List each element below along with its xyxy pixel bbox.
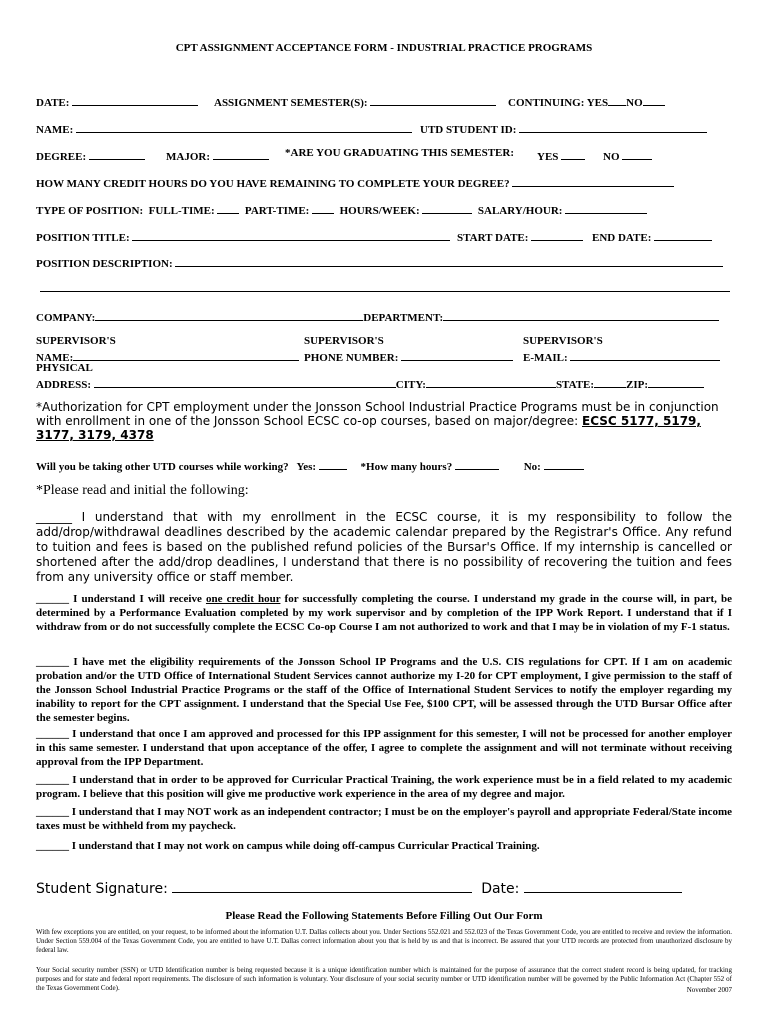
initial-blank-4[interactable]: ______	[36, 728, 69, 740]
footer-paragraph-1: With few exceptions you are entitled, on your request, to be informed about the information U.T. Dallas collects about you. Under Sections 552.021 and 552.023 of the Texas Government Code, you are entitled to receive and review the information. Under Section 559.004 of the Texas Government Code, you are entitled to have U.T. Dallas correct information about you that is held by us and that is incorrect. Be assured that your UTD records are protected from unauthorized disclosure by federal law.	[36, 928, 732, 954]
credit-hours-row	[36, 174, 674, 190]
degree-row	[36, 147, 145, 163]
assignment-semester-field[interactable]	[370, 93, 496, 106]
graduating-row	[285, 147, 514, 159]
state-label: STATE:	[555, 379, 595, 391]
part-time-label: PART-TIME:	[244, 205, 310, 217]
student-id-field[interactable]	[519, 120, 707, 133]
position-description-label: POSITION DESCRIPTION:	[36, 258, 173, 270]
degree-label: DEGREE:	[36, 151, 87, 163]
student-id-label: UTD STUDENT ID:	[420, 124, 517, 136]
graduating-no-field[interactable]	[622, 147, 652, 160]
statement-7-text: I understand that I may not work on campus while doing off-campus Curricular Practical Training.	[71, 840, 540, 852]
supervisor-label: SUPERVISOR'S	[36, 335, 116, 347]
semester-row	[214, 93, 496, 109]
other-courses-yes-label: Yes:	[296, 461, 317, 473]
how-many-hours-field[interactable]	[455, 457, 499, 470]
statement-6-text: I understand that I may NOT work as an independent contractor; I must be on the employer's payroll and appropriate Federal/State income taxes must be withheld from my paycheck.	[36, 806, 732, 832]
student-signature-field[interactable]	[172, 878, 472, 893]
supervisor-label: SUPERVISOR'S	[304, 335, 384, 347]
statement-6	[36, 805, 732, 833]
address-field[interactable]	[94, 375, 396, 388]
how-many-hours-label: *How many hours?	[360, 461, 453, 473]
graduating-no-label: NO	[603, 151, 620, 163]
part-time-field[interactable]	[312, 201, 334, 214]
zip-label: ZIP:	[626, 379, 649, 391]
position-description-field[interactable]	[175, 254, 723, 267]
company-row	[36, 308, 719, 324]
position-title-row	[36, 228, 450, 244]
start-date-row	[457, 228, 583, 244]
start-date-label: START DATE:	[457, 232, 529, 244]
end-date-label: END DATE:	[592, 232, 652, 244]
date-row	[36, 93, 198, 109]
address-label: ADDRESS:	[36, 379, 92, 391]
hours-week-field[interactable]	[422, 201, 472, 214]
supervisor-phone-field[interactable]	[401, 348, 513, 361]
graduating-yes-row	[537, 147, 585, 163]
major-row	[166, 147, 269, 163]
graduating-yes-field[interactable]	[561, 147, 585, 160]
statement-5	[36, 773, 732, 801]
degree-field[interactable]	[89, 147, 145, 160]
position-type-row	[36, 201, 647, 217]
company-field[interactable]	[95, 308, 363, 321]
department-field[interactable]	[443, 308, 719, 321]
statement-2-underlined: one credit hour	[205, 593, 281, 605]
end-date-field[interactable]	[654, 228, 712, 241]
student-id-row	[420, 120, 707, 136]
name-field[interactable]	[76, 120, 412, 133]
position-description-line-2[interactable]	[40, 291, 730, 292]
full-time-field[interactable]	[217, 201, 239, 214]
signature-date-label: Date:	[481, 881, 520, 897]
graduating-no-row	[603, 147, 652, 163]
major-label: MAJOR:	[166, 151, 210, 163]
statement-2-pre: I understand I will receive	[73, 593, 206, 605]
supervisor-name-block	[36, 335, 299, 365]
graduating-label: *ARE YOU GRADUATING THIS SEMESTER:	[285, 147, 515, 159]
name-label: NAME:	[36, 124, 74, 136]
position-title-label: POSITION TITLE:	[36, 232, 130, 244]
authorization-text: *Authorization for CPT employment under the Jonsson School Industrial Practice Programs must be in conjunction with enrollment in one of the Jonsson School ECSC co-op courses, based on major/degree:	[36, 400, 719, 428]
position-title-field[interactable]	[132, 228, 450, 241]
initial-blank-7[interactable]: ______	[36, 840, 69, 852]
statement-4	[36, 727, 732, 769]
initial-blank-1[interactable]: ______	[36, 510, 72, 524]
read-initial-heading: *Please read and initial the following:	[36, 483, 249, 498]
date-field[interactable]	[72, 93, 198, 106]
name-row	[36, 120, 412, 136]
initial-blank-5[interactable]: ______	[36, 774, 69, 786]
graduating-yes-label: YES	[537, 151, 559, 163]
date-label: DATE:	[36, 97, 70, 109]
statement-4-text: I understand that once I am approved and processed for this IPP assignment for this semester, I will not be processed for another employer in this same semester. I understand that upon acceptance of the offer, I agree to complete the assignment and will not terminate without receiving approval from the IPP Department.	[36, 728, 732, 768]
statement-3-text: I have met the eligibility requirements of the Jonsson School IP Programs and the U.S. CIS regulations for CPT. If I am on academic probation and/or the UTD Office of International Student Services cannot authorize my I-20 for CPT employment, I give permission to the staff of the Jonsson School Industrial Practice Programs or the staff of the Office of International Student Services to notify the employer regarding my inability to report for the CPT assignment. I understand that the Special Use Fee, $100 CPT, will be assessed through the UTD Bursar Office after the semester begins.	[36, 656, 733, 724]
statement-5-text: I understand that in order to be approved for Curricular Practical Training, the work experience must be in a field related to my academic program. I believe that this position will give me productive work experience in the area of my degree and major.	[36, 774, 733, 800]
statement-2	[36, 592, 732, 634]
supervisor-email-block	[523, 335, 720, 365]
start-date-field[interactable]	[531, 228, 583, 241]
supervisor-phone-label: PHONE NUMBER:	[304, 352, 399, 364]
initial-blank-2[interactable]: ______	[36, 593, 69, 605]
footer-paragraph-2: Your Social security number (SSN) or UTD Identification number is being requested because it is a unique identification number which is maintained for the purpose of assurance that the correct student record is being updated, for tracking purposes and for state and federal report requirements. The disclosure of such information is voluntary. Your disclosure of your social security number or UTD identification number will be governed by the Public Information Act (Chapter 552 of the Texas Government Code).	[36, 966, 732, 992]
continuing-no-label: NO	[626, 97, 643, 109]
city-label: CITY:	[395, 379, 426, 391]
supervisor-name-label: NAME:	[36, 352, 74, 364]
address-block	[36, 362, 704, 392]
other-courses-no-label: No:	[523, 461, 541, 473]
signature-row	[36, 878, 682, 897]
statement-1	[36, 510, 732, 585]
type-of-position-label: TYPE OF POSITION:	[36, 205, 144, 217]
statement-3	[36, 655, 732, 725]
supervisor-name-field[interactable]	[73, 348, 299, 361]
continuing-yes-label: CONTINUING: YES	[508, 97, 609, 109]
physical-label: PHYSICAL	[36, 362, 93, 374]
student-signature-label: Student Signature:	[36, 881, 168, 897]
supervisor-email-label: E-MAIL:	[523, 352, 568, 364]
statement-2-text: for successfully completing the course. I understand my grade in the course will, in part, be determined by a Performance Evaluation completed by my work supervisor and by completion of the IPP Work Report. I understand that if I withdraw from or do not successfully complete the ECSC Co-op Course I am not authorized to work and that I may be in violation of my F-1 status.	[36, 593, 733, 633]
page-title: CPT ASSIGNMENT ACCEPTANCE FORM - INDUSTRIAL PRACTICE PROGRAMS	[175, 42, 593, 54]
major-field[interactable]	[213, 147, 269, 160]
salary-hour-label: SALARY/HOUR:	[477, 205, 563, 217]
continuing-row	[508, 93, 665, 109]
salary-hour-field[interactable]	[565, 201, 647, 214]
continuing-yes-field[interactable]	[608, 93, 626, 106]
revision-date: November 2007	[686, 986, 732, 994]
supervisor-email-field[interactable]	[570, 348, 720, 361]
zip-field[interactable]	[648, 375, 704, 388]
supervisor-label: SUPERVISOR'S	[523, 335, 603, 347]
supervisor-phone-block	[304, 335, 513, 365]
other-courses-no-field[interactable]	[544, 457, 584, 470]
statement-7	[36, 839, 732, 853]
city-field[interactable]	[426, 375, 556, 388]
initial-blank-3[interactable]: ______	[36, 656, 69, 668]
continuing-no-field[interactable]	[643, 93, 665, 106]
statement-1-text: I understand that with my enrollment in the ECSC course, it is my responsibility to follow the add/drop/withdrawal deadlines described by the academic calendar prepared by the Registrar's Office. Any refund to tuition and fees is based on the published refund policies of the Bursar's Office. If my internship is cancelled or shortened after the add/drop deadlines, I understand that there is no possibility of recovering the tuition and fees from any university office or staff member.	[36, 510, 732, 584]
authorization-note	[36, 400, 732, 442]
credit-hours-label: HOW MANY CREDIT HOURS DO YOU HAVE REMAINING TO COMPLETE YOUR DEGREE?	[36, 178, 510, 190]
signature-date-field[interactable]	[524, 878, 682, 893]
department-label: DEPARTMENT:	[363, 312, 444, 324]
position-description-row	[36, 254, 723, 270]
hours-week-label: HOURS/WEEK:	[339, 205, 420, 217]
footer-heading: Please Read the Following Statements Before Filling Out Our Form	[225, 910, 543, 922]
state-field[interactable]	[594, 375, 626, 388]
authorization-courses: ECSC 5177, 5179, 3177, 3179, 4378	[36, 414, 701, 442]
company-label: COMPANY:	[36, 312, 96, 324]
other-courses-row	[36, 457, 584, 473]
initial-blank-6[interactable]: ______	[36, 806, 69, 818]
other-courses-yes-field[interactable]	[319, 457, 347, 470]
assignment-semester-label: ASSIGNMENT SEMESTER(S):	[214, 97, 368, 109]
full-time-label: FULL-TIME:	[148, 205, 215, 217]
other-courses-question: Will you be taking other UTD courses while working?	[36, 461, 289, 473]
credit-hours-field[interactable]	[512, 174, 674, 187]
end-date-row	[592, 228, 712, 244]
